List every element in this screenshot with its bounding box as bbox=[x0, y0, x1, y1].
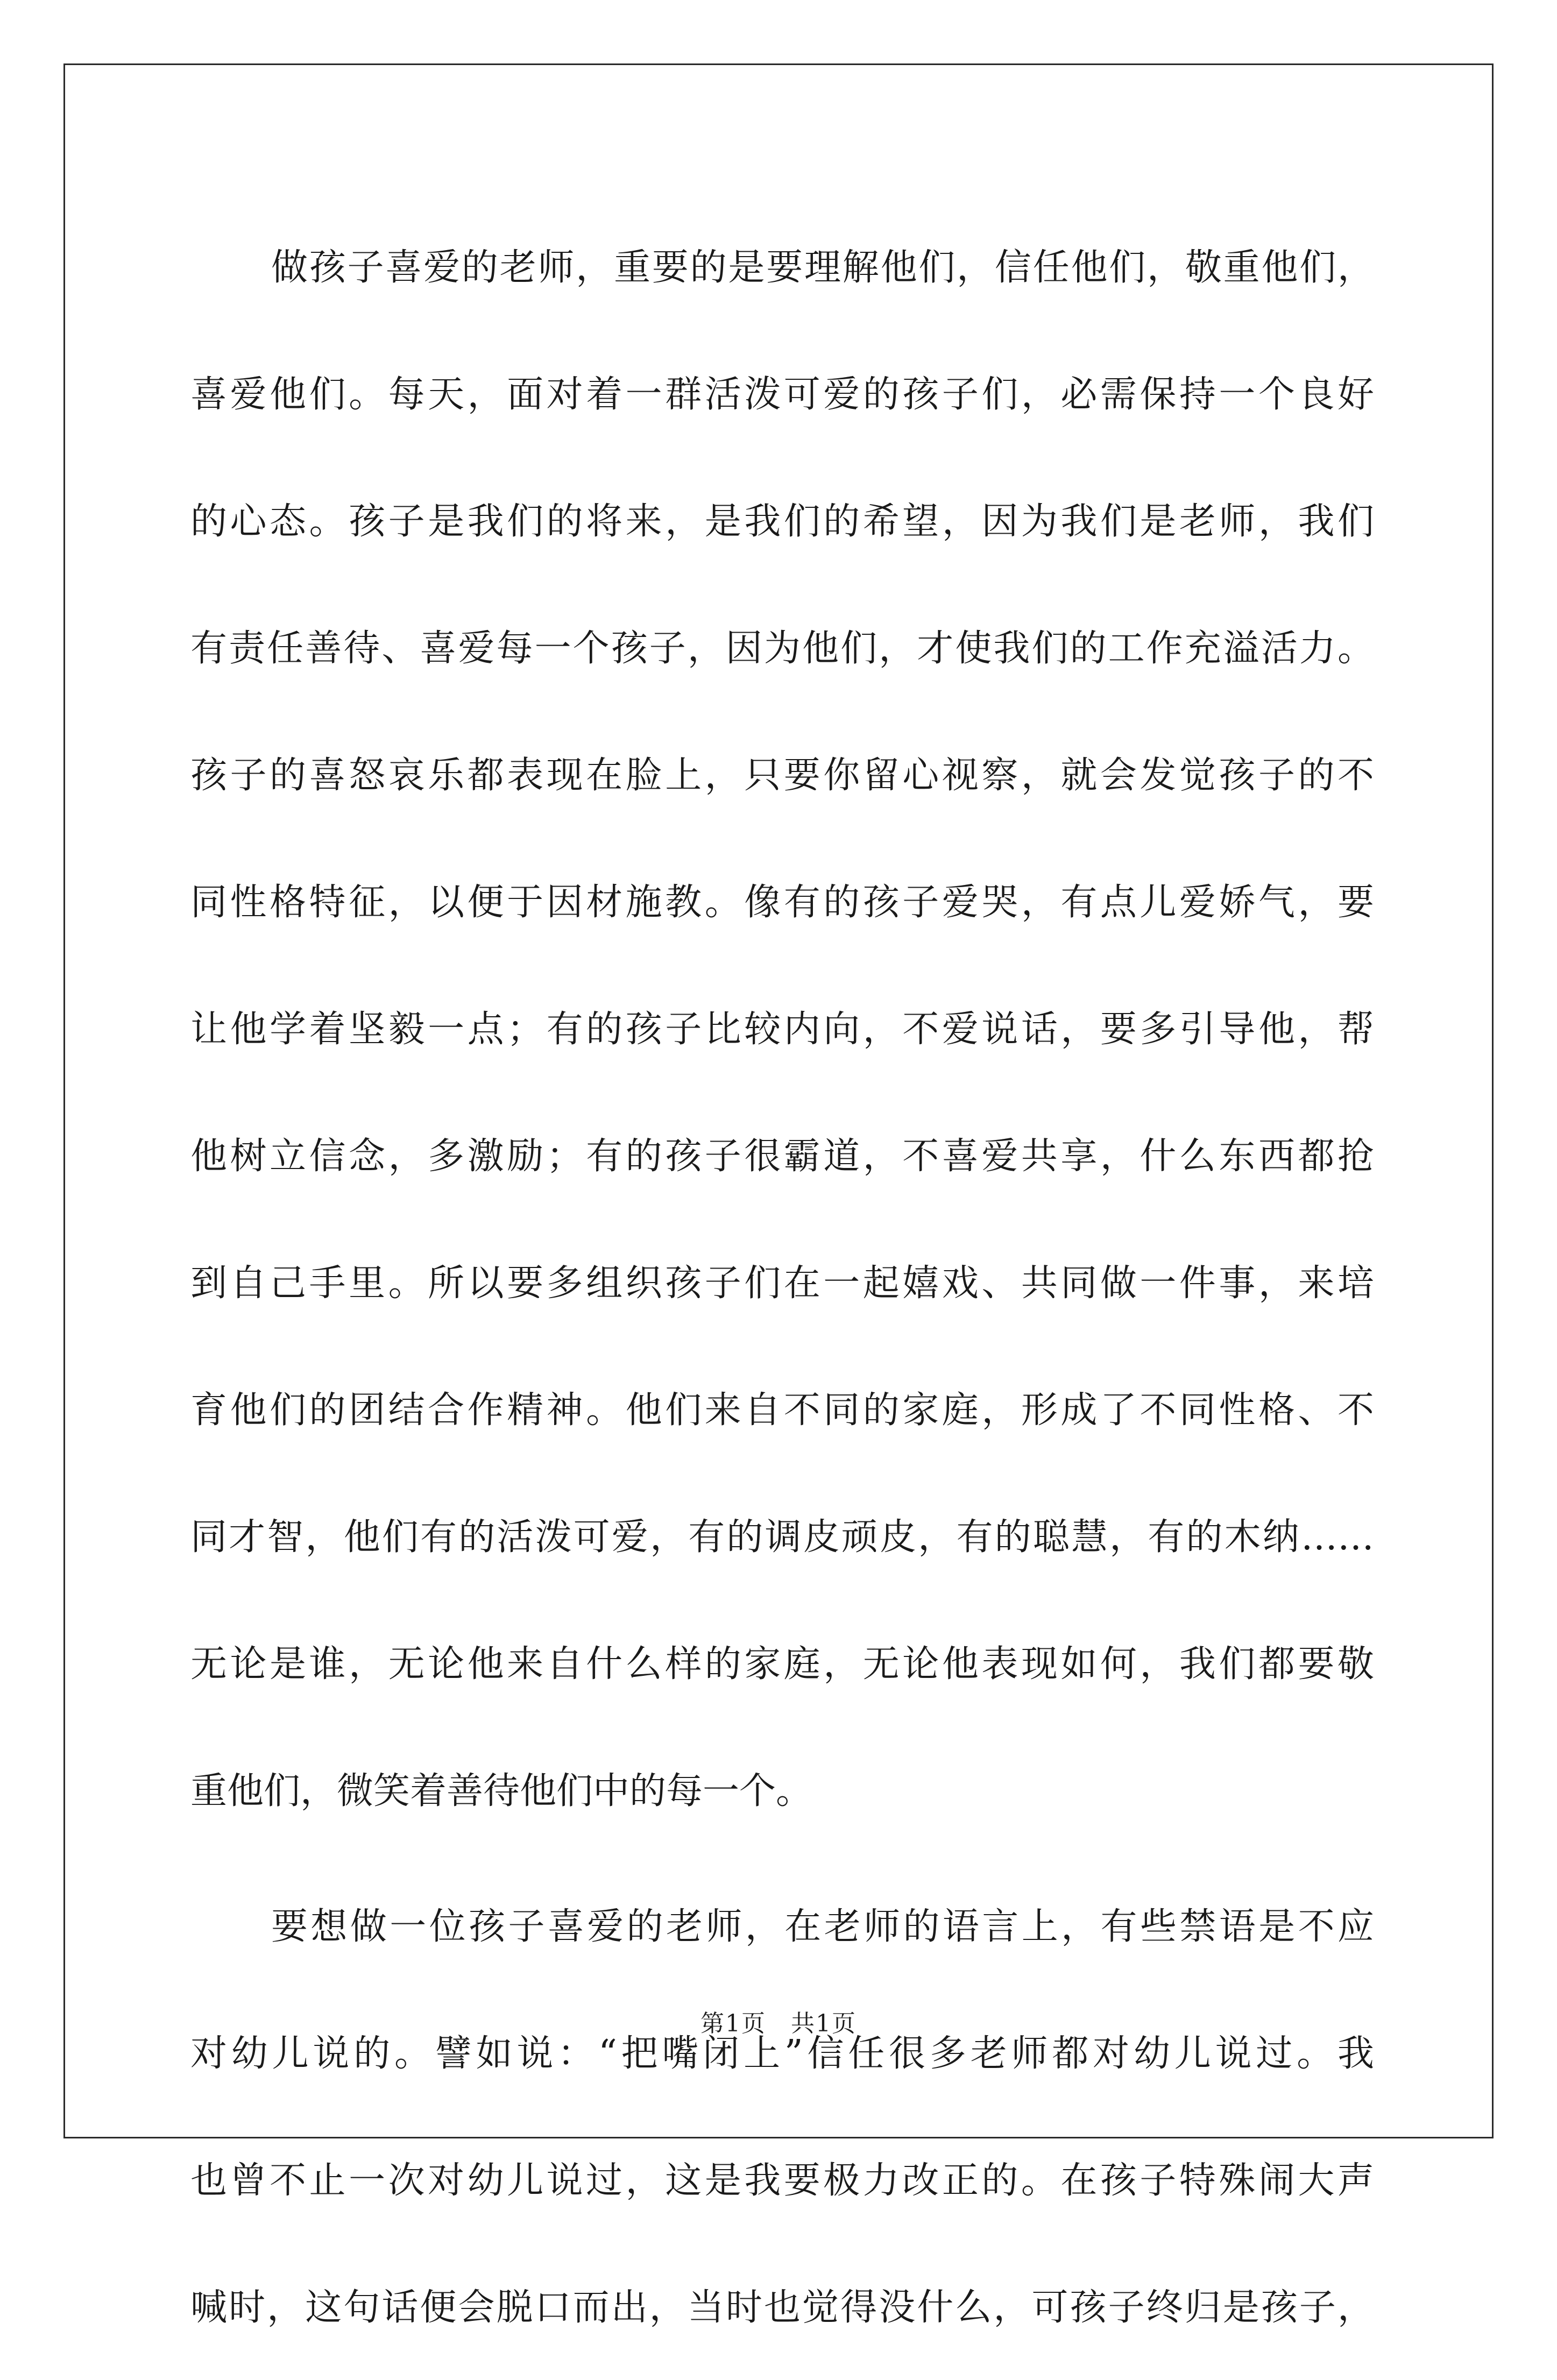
paragraph-2 bbox=[190, 1864, 1374, 2371]
text-line: 同性格特征，以便于因材施教。像有的孩子爱哭，有点儿爱娇气，要 bbox=[190, 881, 1374, 924]
paragraph-1 bbox=[190, 204, 1374, 1855]
text-line: 到自己手里。所以要多组织孩子们在一起嬉戏、共同做一件事，来培 bbox=[190, 1262, 1374, 1305]
text-line: 重他们，微笑着善待他们中的每一个。 bbox=[190, 1770, 813, 1812]
text-line: 对幼儿说的。譬如说：“把嘴闭上”信任很多老师都对幼儿说过。我 bbox=[190, 2032, 1374, 2075]
text-line: 要想做一位孩子喜爱的老师，在老师的语言上，有些禁语是不应 bbox=[271, 1906, 1374, 1948]
text-line: 孩子的喜怒哀乐都表现在脸上，只要你留心视察，就会发觉孩子的不 bbox=[190, 754, 1374, 797]
text-line: 育他们的团结合作精神。他们来自不同的家庭，形成了不同性格、不 bbox=[190, 1389, 1374, 1432]
text-line: 的心态。孩子是我们的将来，是我们的希望，因为我们是老师，我们 bbox=[190, 500, 1374, 543]
text-line: 做孩子喜爱的老师，重要的是要理解他们，信任他们，敬重他们， bbox=[271, 246, 1374, 289]
page-footer: 第1页 共1页 bbox=[700, 2010, 857, 2037]
text-line: 让他学着坚毅一点；有的孩子比较内向，不爱说话，要多引导他，帮 bbox=[190, 1008, 1374, 1051]
text-line: 喊时，这句话便会脱口而出，当时也觉得没什么，可孩子终归是孩子， bbox=[190, 2286, 1374, 2329]
text-line: 无论是谁，无论他来自什么样的家庭，无论他表现如何，我们都要敬 bbox=[190, 1643, 1374, 1685]
text-line: 喜爱他们。每天，面对着一群活泼可爱的孩子们，必需保持一个良好 bbox=[190, 373, 1374, 416]
text-line: 同才智，他们有的活泼可爱，有的调皮顽皮，有的聪慧，有的木纳…… bbox=[190, 1516, 1374, 1559]
document-body bbox=[190, 204, 1374, 2380]
text-line: 他树立信念，多激励；有的孩子很霸道，不喜爱共享，什么东西都抢 bbox=[190, 1135, 1374, 1178]
text-line: 也曾不止一次对幼儿说过，这是我要极力改正的。在孩子特殊闹大声 bbox=[190, 2159, 1374, 2202]
text-line: 有责任善待、喜爱每一个孩子，因为他们，才使我们的工作充溢活力。 bbox=[190, 627, 1374, 670]
